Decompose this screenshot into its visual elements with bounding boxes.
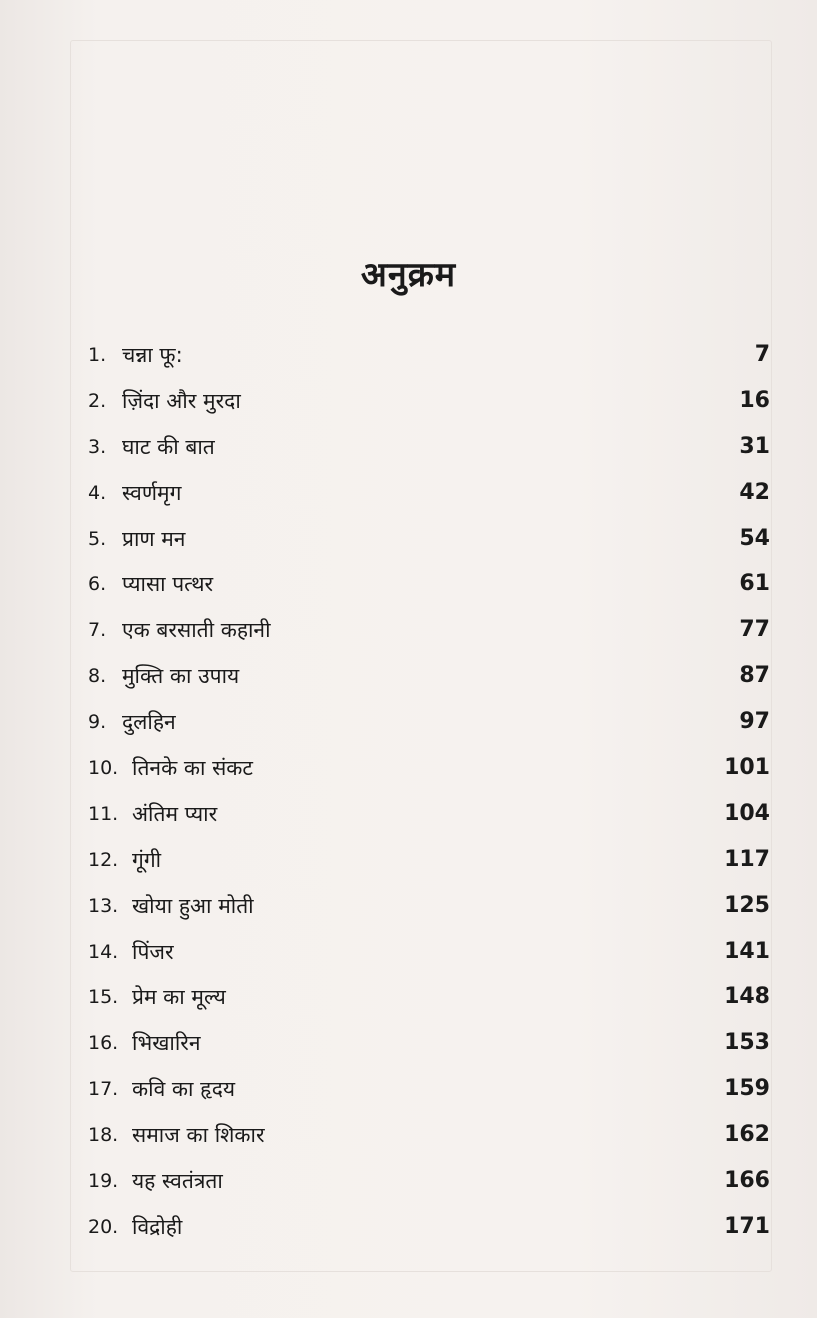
entry-title: पिंजर (132, 939, 174, 964)
entry-title: स्वर्णमृग (122, 480, 182, 505)
toc-entry (88, 883, 770, 929)
entry-title: एक बरसाती कहानी (122, 618, 271, 643)
toc-entry (88, 974, 770, 1020)
toc-entry (88, 791, 770, 837)
toc-entry (88, 1112, 770, 1158)
entry-page: 104 (724, 800, 770, 826)
entry-page: 125 (724, 892, 770, 918)
entry-number: 7. (88, 619, 107, 642)
entry-number: 5. (88, 527, 107, 550)
entry-page: 77 (739, 617, 770, 643)
entry-page: 61 (739, 571, 770, 597)
toc-entry (88, 470, 770, 516)
entry-number: 4. (88, 481, 107, 504)
entry-title: घाट की बात (122, 434, 215, 459)
toc-entry (88, 561, 770, 607)
entry-page: 153 (724, 1030, 770, 1056)
toc-entry (88, 1158, 770, 1204)
entry-page: 162 (724, 1122, 770, 1148)
toc-entry (88, 607, 770, 653)
entry-title: चन्ना फू: (122, 343, 183, 367)
entry-title: प्रेम का मूल्य (132, 985, 226, 1010)
entry-page: 148 (724, 984, 770, 1010)
toc-entry (88, 378, 770, 424)
entry-title: ज़िंदा और मुरदा (122, 388, 241, 413)
entry-title: समाज का शिकार (132, 1123, 265, 1148)
entry-number: 1. (88, 344, 107, 366)
toc-entry (88, 837, 770, 883)
entry-number: 16. (88, 1032, 119, 1055)
toc-entry (88, 516, 770, 562)
entry-page: 31 (739, 433, 770, 459)
entry-number: 17. (88, 1078, 119, 1101)
toc-entry (88, 1066, 770, 1112)
entry-title: गूंगी (132, 847, 162, 872)
entry-page: 171 (724, 1213, 770, 1239)
entry-title: दुलहिन (122, 710, 176, 735)
entry-page: 166 (724, 1168, 770, 1194)
entry-number: 8. (88, 665, 107, 688)
toc-entry (88, 653, 770, 699)
toc-entry (88, 1020, 770, 1066)
toc-entry (88, 699, 770, 745)
entry-title: कवि का हृदय (132, 1077, 236, 1102)
entry-page: 97 (739, 709, 770, 735)
entry-title: प्राण मन (122, 526, 186, 551)
entry-number: 3. (88, 435, 107, 458)
entry-page: 101 (724, 755, 770, 781)
entry-page: 54 (739, 525, 770, 551)
entry-title: विद्रोही (132, 1214, 183, 1239)
entry-number: 15. (88, 986, 119, 1009)
entry-number: 19. (88, 1170, 119, 1193)
entry-page: 42 (739, 479, 770, 505)
entry-page: 141 (724, 938, 770, 964)
entry-title: प्यासा पत्थर (122, 572, 214, 597)
entry-page: 159 (724, 1076, 770, 1102)
entry-number: 18. (88, 1124, 119, 1147)
entry-number: 14. (88, 940, 119, 963)
entry-title: तिनके का संकट (132, 756, 254, 781)
entry-number: 11. (88, 802, 119, 825)
entry-page: 87 (739, 663, 770, 689)
entry-number: 12. (88, 848, 119, 871)
toc-entry (88, 332, 770, 378)
entry-title: भिखारिन (132, 1031, 201, 1056)
entry-page: 16 (739, 387, 770, 413)
toc-entry (88, 929, 770, 975)
toc-entry (88, 745, 770, 791)
entry-number: 10. (88, 757, 119, 780)
toc-entry (88, 1204, 770, 1250)
entry-title: यह स्वतंत्रता (132, 1169, 223, 1194)
entry-number: 2. (88, 389, 107, 412)
entry-title: मुक्ति का उपाय (122, 664, 240, 689)
entry-title: अंतिम प्यार (132, 801, 218, 826)
entry-number: 13. (88, 894, 119, 917)
entry-number: 6. (88, 573, 107, 596)
entry-number: 9. (88, 711, 107, 734)
toc-entry (88, 424, 770, 470)
entry-title: खोया हुआ मोती (132, 893, 254, 918)
page-title: अनुक्रम (360, 255, 457, 295)
table-of-contents (88, 332, 770, 1250)
entry-page: 117 (724, 846, 770, 872)
entry-number: 20. (88, 1215, 119, 1238)
entry-page: 7 (754, 342, 770, 367)
